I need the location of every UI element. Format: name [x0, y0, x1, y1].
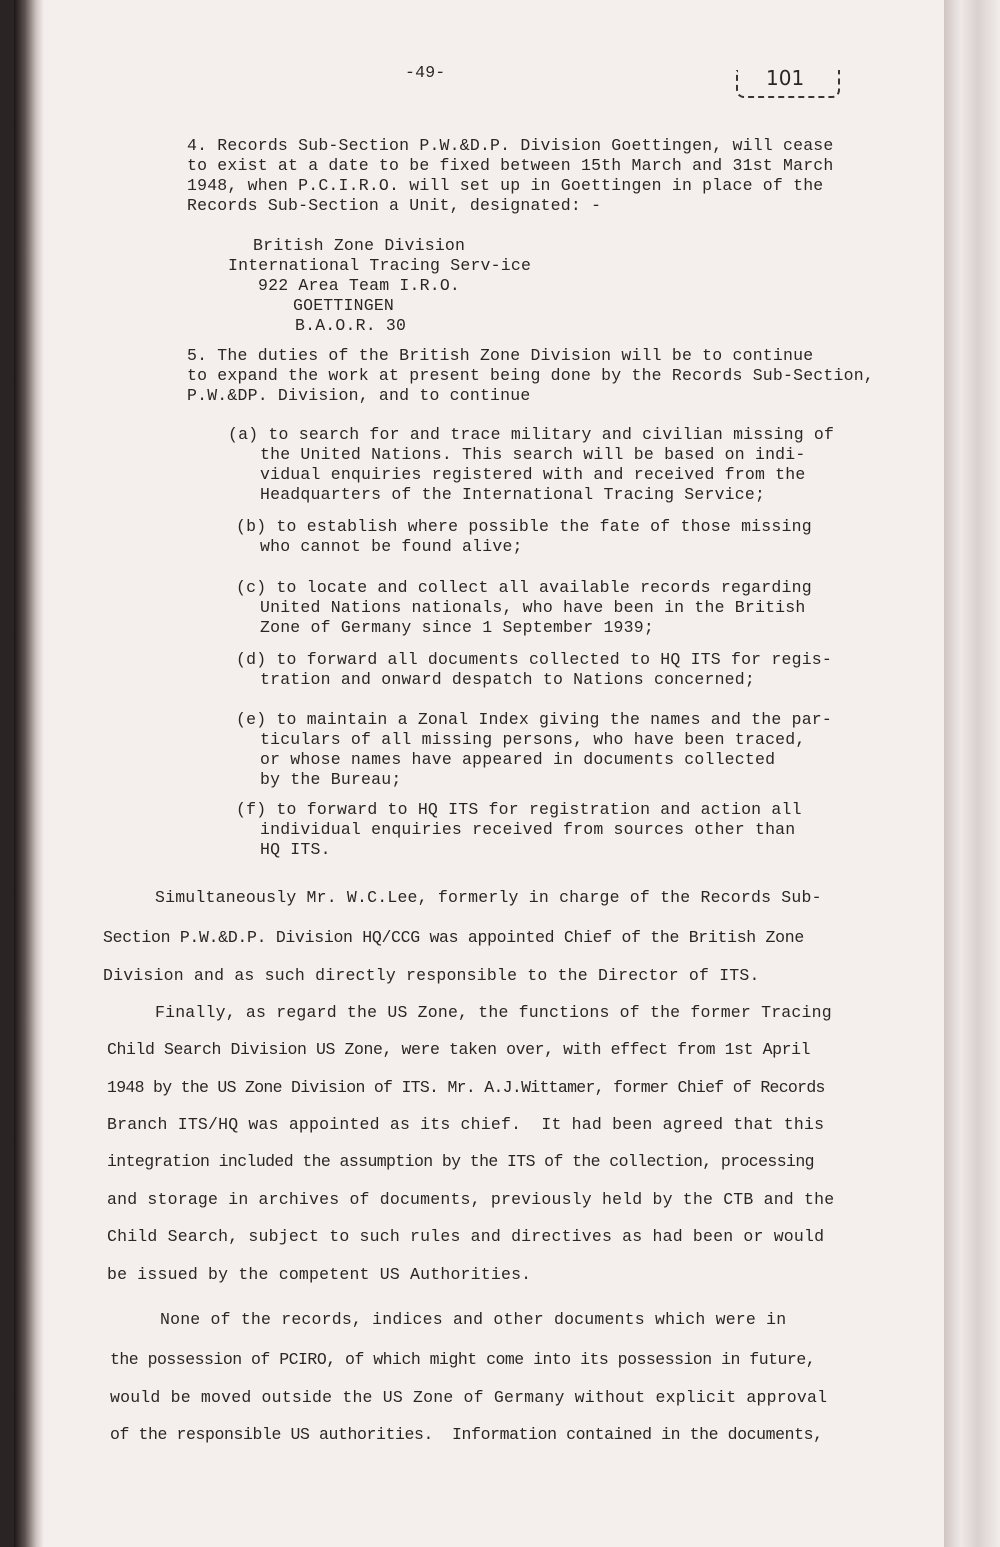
para-none-line: None of the records, indices and other documents which were in — [160, 1310, 787, 1329]
address-line: GOETTINGEN — [293, 296, 395, 315]
item-d-line: (d) to forward all documents collected to HQ ITS for regis- — [236, 650, 832, 669]
item-b-line: (b) to establish where possible the fate of those missing — [236, 517, 812, 536]
page-number: -49- — [405, 63, 446, 82]
para5-line: 5. The duties of the British Zone Division will be to continue — [187, 346, 814, 365]
page-stack-edge — [944, 0, 1000, 1547]
item-e-line: or whose names have appeared in documents collected — [260, 750, 776, 769]
item-c-line: (c) to locate and collect all available records regarding — [236, 578, 812, 597]
para5-line: P.W.&DP. Division, and to continue — [187, 386, 531, 405]
para-finally-line: Branch ITS/HQ was appointed as its chief. It had been agreed that this — [107, 1115, 825, 1134]
para4-line: Records Sub-Section a Unit, designated: - — [187, 196, 602, 215]
address-line: B.A.O.R. 30 — [295, 316, 407, 335]
item-d-line: tration and onward despatch to Nations concerned; — [260, 670, 755, 689]
item-f-line: HQ ITS. — [260, 840, 331, 859]
para-none-line: the possession of PCIRO, of which might come into its possession in future, — [110, 1350, 816, 1369]
para-finally-line: 1948 by the US Zone Division of ITS. Mr. A.J.Wittamer, former Chief of Records — [107, 1078, 825, 1097]
para-simultaneously-line: Simultaneously Mr. W.C.Lee, formerly in charge of the Records Sub- — [155, 888, 822, 907]
para4-line: 4. Records Sub-Section P.W.&D.P. Division Goettingen, will cease — [187, 136, 834, 155]
para-simultaneously-line: Section P.W.&D.P. Division HQ/CCG was appointed Chief of the British Zone — [103, 928, 804, 947]
para-finally-line: integration included the assumption by the ITS of the collection, processing — [107, 1152, 814, 1171]
para4-line: 1948, when P.C.I.R.O. will set up in Goettingen in place of the — [187, 176, 824, 195]
para5-line: to expand the work at present being done by the Records Sub-Section, — [187, 366, 874, 385]
item-c-line: United Nations nationals, who have been in the British — [260, 598, 806, 617]
para-simultaneously-line: Division and as such directly responsible to the Director of ITS. — [103, 966, 760, 985]
archive-stamp — [736, 66, 840, 98]
para4-line: to exist at a date to be fixed between 15th March and 31st March — [187, 156, 834, 175]
item-e-line: by the Bureau; — [260, 770, 402, 789]
item-c-line: Zone of Germany since 1 September 1939; — [260, 618, 654, 637]
stamp-number: 101 — [766, 66, 805, 90]
item-a-line: vidual enquiries registered with and received from the — [260, 465, 806, 484]
item-a-line: (a) to search for and trace military and civilian missing of — [228, 425, 835, 444]
para-finally-line: be issued by the competent US Authorities. — [107, 1265, 532, 1284]
item-a-line: Headquarters of the International Tracing Service; — [260, 485, 766, 504]
binding-shadow — [14, 0, 44, 1547]
item-a-line: the United Nations. This search will be based on indi- — [260, 445, 806, 464]
address-line: 922 Area Team I.R.O. — [258, 276, 461, 295]
para-finally-line: Child Search, subject to such rules and directives as had been or would — [107, 1227, 825, 1246]
para-finally-line: and storage in archives of documents, previously held by the CTB and the — [107, 1190, 835, 1209]
item-e-line: ticulars of all missing persons, who have been traced, — [260, 730, 806, 749]
item-b-line: who cannot be found alive; — [260, 537, 523, 556]
item-f-line: (f) to forward to HQ ITS for registration and action all — [236, 800, 802, 819]
para-none-line: of the responsible US authorities. Information contained in the documents, — [110, 1425, 823, 1444]
para-finally-line: Child Search Division US Zone, were taken over, with effect from 1st April — [107, 1040, 811, 1059]
item-f-line: individual enquiries received from sources other than — [260, 820, 796, 839]
address-line: British Zone Division — [253, 236, 466, 255]
para-none-line: would be moved outside the US Zone of Germany without explicit approval — [110, 1388, 828, 1407]
address-line: International Tracing Serv-ice — [228, 256, 532, 275]
item-e-line: (e) to maintain a Zonal Index giving the names and the par- — [236, 710, 832, 729]
para-finally-line: Finally, as regard the US Zone, the functions of the former Tracing — [155, 1003, 832, 1022]
